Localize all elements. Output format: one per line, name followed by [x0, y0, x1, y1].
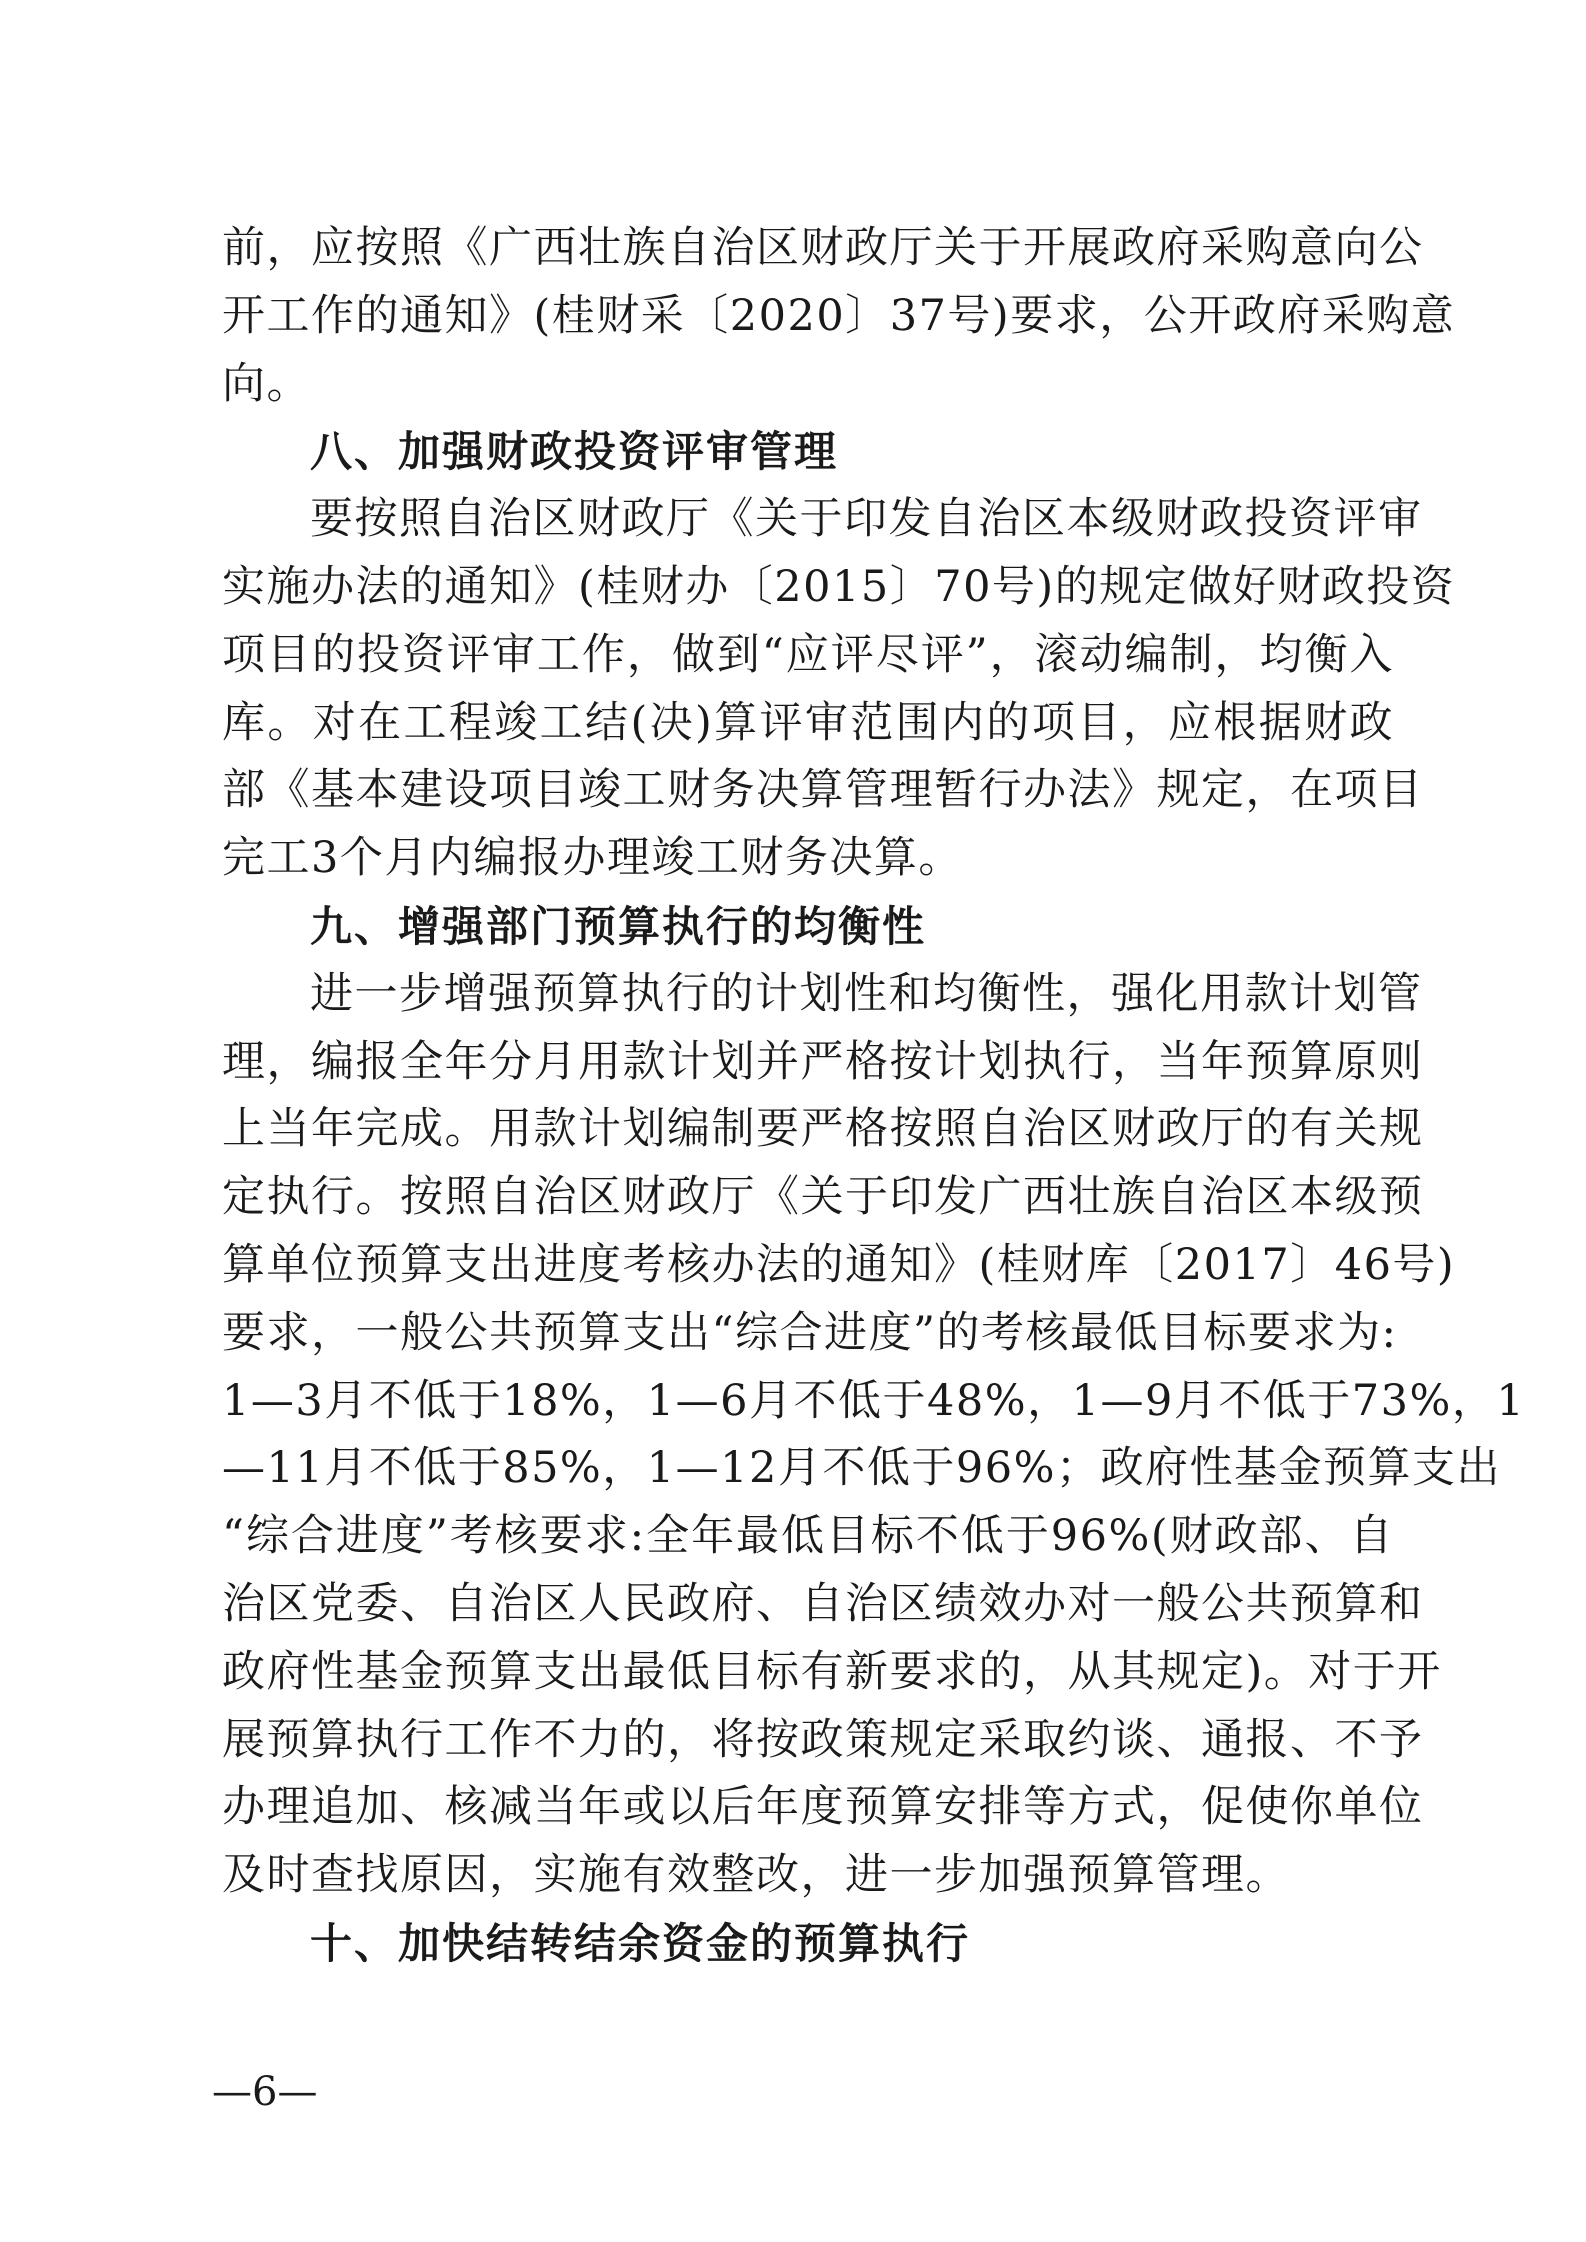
- section-heading: 八、加强财政投资评审管理: [310, 427, 839, 477]
- section-heading: 九、增强部门预算执行的均衡性: [310, 901, 927, 951]
- paragraph-line: 进一步增强预算执行的计划性和均衡性，强化用款计划管: [310, 968, 1423, 1019]
- paragraph-line: 要按照自治区财政厅《关于印发自治区本级财政投资评审: [310, 494, 1423, 545]
- paragraph-line: 完工3个月内编报办理竣工财务决算。: [222, 833, 963, 884]
- paragraph-line: —11月不低于85%，1—12月不低于96%；政府性基金预算支出: [222, 1443, 1501, 1494]
- paragraph-line: 算单位预算支出进度考核办法的通知》(桂财库〔2017〕46号): [222, 1239, 1456, 1290]
- paragraph-line: 库。对在工程竣工结(决)算评审范围内的项目，应根据财政: [222, 697, 1394, 748]
- paragraph-line: 实施办法的通知》(桂财办〔2015〕70号)的规定做好财政投资: [222, 561, 1456, 612]
- paragraph-line: 1—3月不低于18%，1—6月不低于48%，1—9月不低于73%，1: [222, 1375, 1526, 1426]
- section-heading: 十、加快结转结余资金的预算执行: [310, 1918, 971, 1968]
- paragraph-line: 定执行。按照自治区财政厅《关于印发广西壮族自治区本级预: [222, 1172, 1424, 1223]
- paragraph-line: 前，应按照《广西壮族自治区财政厅关于开展政府采购意向公: [222, 223, 1424, 273]
- paragraph-line: 治区党委、自治区人民政府、自治区绩效办对一般公共预算和: [222, 1578, 1424, 1629]
- paragraph-line: 展预算执行工作不力的，将按政策规定采取约谈、通报、不予: [222, 1714, 1424, 1765]
- paragraph-line: 办理追加、核减当年或以后年度预算安排等方式，促使你单位: [222, 1782, 1424, 1833]
- paragraph-line: 部《基本建设项目竣工财务决算管理暂行办法》规定，在项目: [222, 765, 1424, 816]
- paragraph-line: 及时查找原因，实施有效整改，进一步加强预算管理。: [222, 1850, 1290, 1901]
- paragraph-line: 理，编报全年分月用款计划并严格按计划执行，当年预算原则: [222, 1036, 1424, 1087]
- paragraph-line: 向。: [222, 358, 311, 409]
- paragraph-line: “综合进度”考核要求:全年最低目标不低于96%(财政部、自: [222, 1511, 1394, 1562]
- paragraph-line: 项目的投资评审工作，做到“应评尽评”，滚动编制，均衡入: [222, 629, 1394, 680]
- document-body: [222, 215, 1526, 1978]
- paragraph-line: 上当年完成。用款计划编制要严格按照自治区财政厅的有关规: [222, 1104, 1424, 1155]
- paragraph-line: 要求，一般公共预算支出“综合进度”的考核最低目标要求为:: [222, 1307, 1398, 1358]
- paragraph-line: 开工作的通知》(桂财采〔2020〕37号)要求，公开政府采购意: [222, 290, 1456, 341]
- paragraph-line: 政府性基金预算支出最低目标有新要求的，从其规定)。对于开: [222, 1646, 1442, 1697]
- page-number: —6—: [212, 2069, 318, 2115]
